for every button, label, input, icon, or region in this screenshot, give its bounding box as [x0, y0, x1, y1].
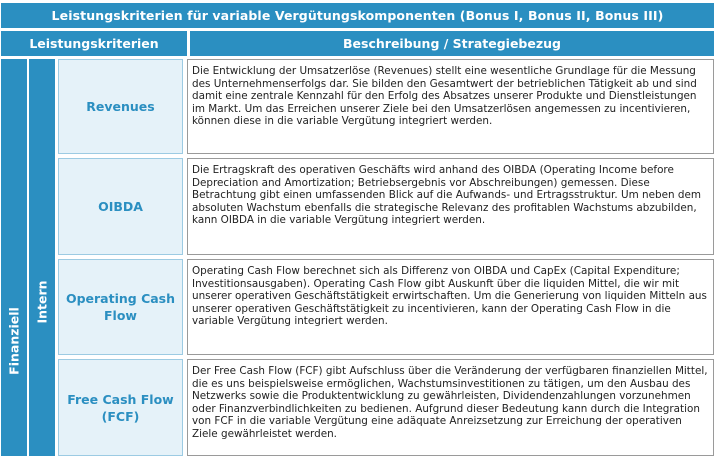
criterion-label: Operating Cash Flow	[65, 291, 176, 323]
description-cell: Die Entwicklung der Umsatzerlöse (Revenues) stellt eine wesentliche Grundlage für die Messung des Unternehmenserfolgs dar. Sie bilden den Gesamtwert der betrieblichen Tätigkeit ab und sind damit eine zentrale Kennzahl für den Erfolg des Absatzes unserer Produkte und Dienstleistungen im Markt. Um das Erreichen unserer Ziele bei den Umsatzerlösen angemessen zu incentivieren, können diese in die variable Vergütung integriert werden.	[187, 59, 714, 154]
category-financial-label: Finanziell	[6, 307, 22, 375]
description-cell: Operating Cash Flow berechnet sich als Differenz von OIBDA und CapEx (Capital Expenditure; Investitionsausgaben). Operating Cash Flow gibt Auskunft über die liquiden Mittel, die wir mit unserer operativen Geschäftstätigkeit erwirtschaften. Um die Generierung von liquiden Mitteln aus unserer operativen Geschäftstätigkeit zu incentivieren, kann der Operating Cash Flow in die variable Vergütung integriert werden.	[187, 259, 714, 355]
criterion-label: OIBDA	[98, 199, 143, 214]
description-cell: Die Ertragskraft des operativen Geschäfts wird anhand des OIBDA (Operating Income before Depreciation and Amortization; Betriebsergebnis vor Abschreibungen) gemessen. Diese Betrachtung gibt einen umfassenden Blick auf die Aufwands- und Ertragsstruktur. Um neben dem absoluten Wachstum ebenfalls die strategische Relevanz des profitablen Wachstums abzubilden, kann OIBDA in die variable Vergütung integriert werden.	[187, 158, 714, 255]
table-row	[58, 59, 714, 154]
table-row	[58, 259, 714, 355]
criterion-label: Revenues	[86, 99, 155, 114]
table-row	[58, 359, 714, 456]
header-description: Beschreibung / Strategiebezug	[190, 31, 714, 56]
category-financial	[1, 59, 27, 456]
table-header	[1, 31, 714, 56]
criterion-cell	[58, 158, 183, 255]
header-criteria: Leistungskriterien	[1, 31, 187, 56]
criterion-cell	[58, 59, 183, 154]
criterion-label: Free Cash Flow (FCF)	[67, 391, 174, 424]
category-internal-label: Intern	[34, 280, 50, 324]
criterion-cell	[58, 259, 183, 355]
description-cell: Der Free Cash Flow (FCF) gibt Aufschluss über die Veränderung der verfügbaren finanziellen Mittel, die es uns beispielsweise ermöglichen, Wachstumsinvestitionen zu tätigen, um den Ausbau des Netzwerks sowie die Produktentwicklung zu gewährleisten, Dividendenzahlungen vorzunehmen oder Finanzverbindlichkeiten zu bedienen. Aufgrund dieser Bedeutung kann durch die Integration von FCF in die variable Vergütung eine adäquate Anreizsetzung zur Erreichung der operativen Ziele gewährleistet werden.	[187, 359, 714, 456]
criterion-cell	[58, 359, 183, 456]
category-internal	[29, 59, 55, 456]
table-row	[58, 158, 714, 255]
table-title: Leistungskriterien für variable Vergütungskomponenten (Bonus I, Bonus II, Bonus III)	[1, 3, 714, 28]
